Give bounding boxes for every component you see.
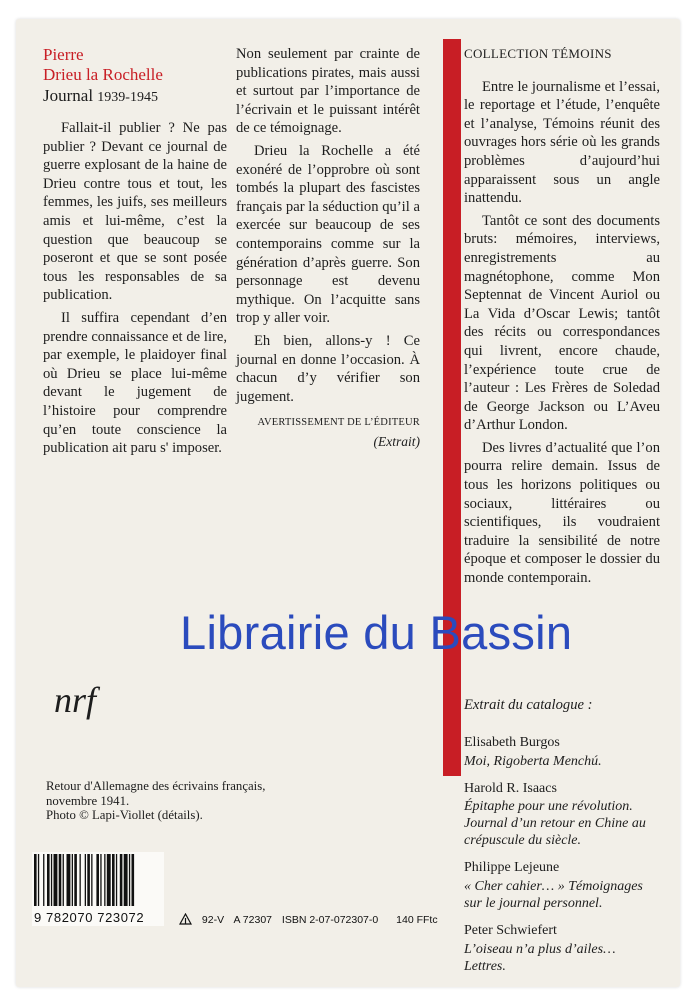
right-paragraph-3: Des livres d’actualité que l’on pourra relire demain. Issus de tous les horizons politiques ou sociaux, littéraires ou scientifiques, ils voudraient traduire la sensibilité de notre époque et composer le dossier du monde contemporain. [464, 439, 660, 587]
catalogue-title: « Cher cahier… » Témoignages sur le journal personnel. [464, 879, 643, 911]
publisher-symbol-icon [179, 914, 195, 926]
left-paragraph-1: Fallait-il publier ? Ne pas publier ? Devant ce journal de guerre explosant de la haine de Drieu contre tous et tout, les femmes, les juifs, ses meilleurs amis et lui-même, c’est la question que beaucoup se poseront et que se sont posée tous les responsables de sa publication. [43, 120, 227, 304]
book-title-text: Journal [43, 86, 94, 105]
collection-title: COLLECTION TÉMOINS [464, 46, 612, 61]
caption-line: Retour d'Allemagne des écrivains français, [46, 779, 266, 793]
catalogue-entry [464, 780, 660, 850]
left-paragraph-2: Il suffira cependant d’en prendre connaissance et de lire, par exemple, le plaidoyer final où Drieu se place lui-même devant le jugement de l’histoire pour comprendre qu’en toute conscience la publication ait paru s' imposer. [43, 309, 227, 457]
isbn-line [179, 913, 445, 926]
right-paragraph-1: Entre le journalisme et l’essai, le reportage et l’étude, l’enquête et l’analyse, Témoins réunit des ouvrages hors série où les grands problèmes d’aujourd’hui apparaissent sous un angle inattendu. [464, 78, 660, 207]
catalogue-author: Philippe Lejeune [464, 860, 560, 876]
catalogue-title: Épitaphe pour une révolution. Journal d’un retour en Chine au crépuscule du siècle. [464, 799, 646, 849]
catalogue-entry [464, 859, 660, 912]
extract-label: (Extrait) [373, 433, 420, 449]
price: 140 FFtc [396, 914, 438, 926]
middle-paragraph-2: Drieu la Rochelle a été exonéré de l’opprobre où sont tombés la plupart des fascistes français par la séduction qu’il a exercée sur beaucoup de ses contemporains comme sur la génération d’après guerre. Son personnage est devenu mythique. On l’acquitte sans trop y aller voir. [236, 142, 420, 327]
middle-paragraph-1: Non seulement par crainte de publications pirates, mais aussi et surtout par l’importance de l’écrivain et le puissant intérêt de ce témoignage. [236, 46, 420, 137]
author-first-name: Pierre [43, 45, 84, 64]
book-title [43, 85, 227, 109]
middle-paragraph-3: Eh bien, allons-y ! Ce journal en donne l’occasion. À chacun d’y vérifier son jugement. [236, 332, 420, 405]
catalogue-author: Harold R. Isaacs [464, 780, 557, 796]
watermark-text: Librairie du Bassin [180, 606, 573, 659]
catalogue-entry [464, 922, 660, 975]
isbn-code-2: A 72307 [233, 914, 272, 926]
barcode-digits: 9 782070 723072 [34, 910, 145, 925]
photo-caption [46, 779, 306, 823]
caption-line: novembre 1941. [46, 793, 130, 808]
catalogue-author: Peter Schwiefert [464, 923, 557, 938]
red-vertical-bar [443, 39, 461, 776]
catalogue-title: L’oiseau n’a plus d’ailes… Lettres. [464, 941, 616, 974]
catalogue-title: Moi, Rigoberta Menchú. [464, 753, 602, 769]
caption-line: Photo © Lapi-Viollet (détails). [46, 808, 203, 823]
catalogue-author: Elisabeth Burgos [464, 735, 560, 751]
right-paragraph-2: Tantôt ce sont des documents bruts: mémoires, interviews, enregistrements au magnétophone, comme Mon Septennat de Vincent Auriol ou La Vida d’Oscar Lewis; tantôt des récits ou correspondances qui livrent, encore chaude, l’expérience toute crue de l’auteur : Les Frères de Soledad de George Jackson ou L’Aveu d’Arthur London. [464, 212, 660, 434]
right-column [464, 45, 660, 985]
catalogue-entry [464, 734, 660, 770]
author-last-name: Drieu la Rochelle [43, 65, 163, 84]
advertisement-label: AVERTISSEMENT DE L’ÉDITEUR [257, 417, 420, 429]
isbn-number: ISBN 2-07-072307-0 [281, 914, 379, 926]
isbn-code-1: 92-V [201, 914, 225, 926]
book-years: 1939-1945 [97, 90, 158, 105]
catalogue-heading: Extrait du catalogue : [464, 696, 593, 713]
left-column [43, 45, 227, 462]
nrf-logo [50, 676, 130, 733]
middle-column [236, 45, 420, 451]
svg-text:nrf: nrf [54, 680, 97, 720]
